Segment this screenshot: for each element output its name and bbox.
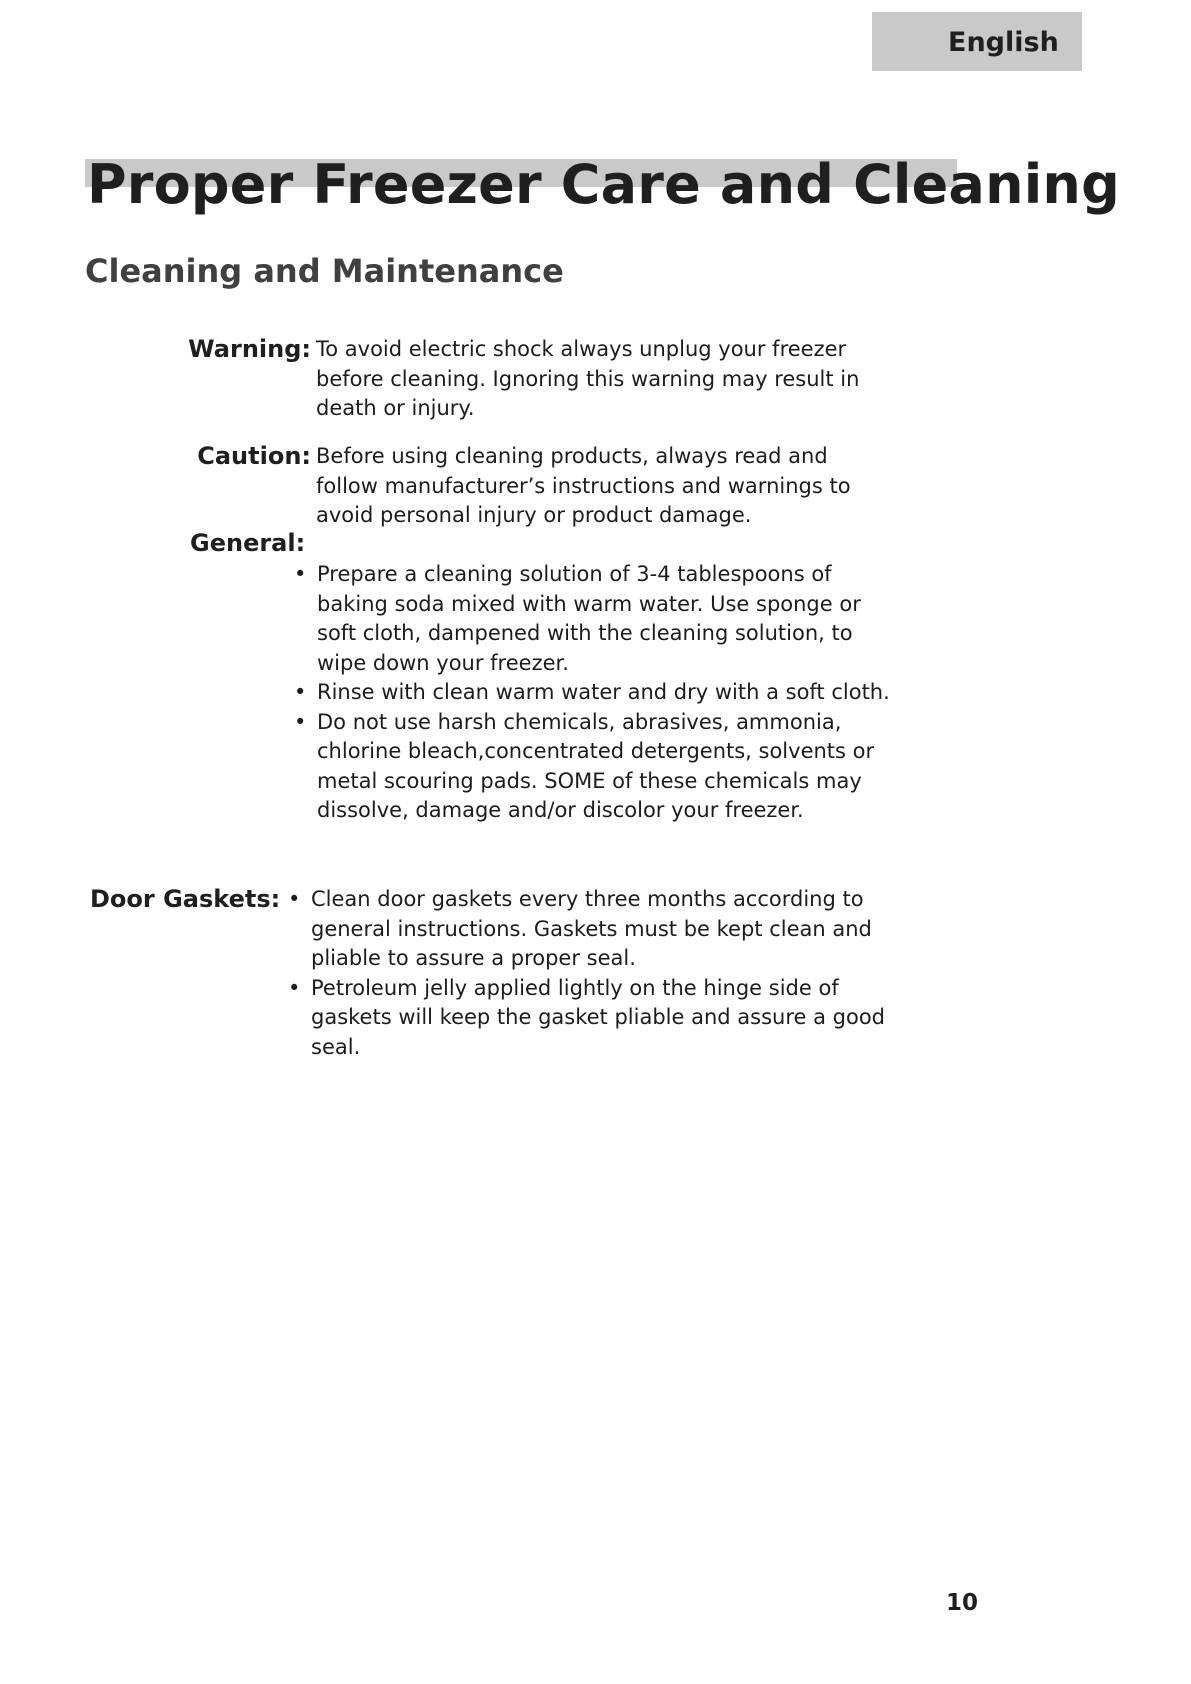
warning-label: Warning:: [188, 335, 311, 363]
caution-text: Before using cleaning products, always read and follow manufacturer’s instructions and warnings to avoid personal injury or product damage.: [316, 444, 851, 527]
bullet-icon: •: [294, 680, 307, 704]
bullet-icon: •: [288, 887, 301, 911]
caution-label: Caution:: [197, 442, 311, 470]
bullet-icon: •: [294, 709, 307, 734]
page-number: 10: [946, 1590, 979, 1616]
bullet-icon: •: [288, 975, 301, 1000]
section-heading: Cleaning and Maintenance: [85, 252, 564, 290]
list-item-text: Clean door gaskets every three months according to general instructions. Gaskets must be kept clean and pliable to assure a proper seal.: [311, 887, 872, 970]
list-item: [294, 678, 894, 708]
general-label: General:: [190, 529, 306, 557]
list-item: [294, 560, 894, 678]
door-gaskets-list: [288, 885, 888, 1062]
bullet-icon: •: [294, 562, 307, 586]
list-item-text: Prepare a cleaning solution of 3-4 tablespoons of baking soda mixed with warm water. Use sponge or soft cloth, dampened with the cleaning solution, to wipe down your freezer.: [317, 562, 861, 675]
language-tab-label: English: [948, 27, 1059, 58]
page-title: Proper Freezer Care and Cleaning: [87, 153, 1120, 216]
list-item: [288, 974, 888, 1063]
door-gaskets-label: Door Gaskets:: [90, 885, 281, 913]
general-list: [294, 560, 894, 826]
warning-text: To avoid electric shock always unplug your freezer before cleaning. Ignoring this warning may result in death or injury.: [316, 337, 860, 420]
list-item-text: Rinse with clean warm water and dry with a soft cloth.: [317, 680, 890, 704]
list-item-text: Do not use harsh chemicals, abrasives, ammonia, chlorine bleach,concentrated detergents, solvents or metal scouring pads. SOME of these chemicals may dissolve, damage and/or discolor your freezer.: [317, 709, 875, 822]
list-item: [294, 708, 894, 826]
list-item: [288, 885, 888, 974]
language-tab: [872, 12, 1082, 71]
list-item-text: Petroleum jelly applied lightly on the hinge side of gaskets will keep the gasket pliable and assure a good seal.: [311, 975, 885, 1059]
